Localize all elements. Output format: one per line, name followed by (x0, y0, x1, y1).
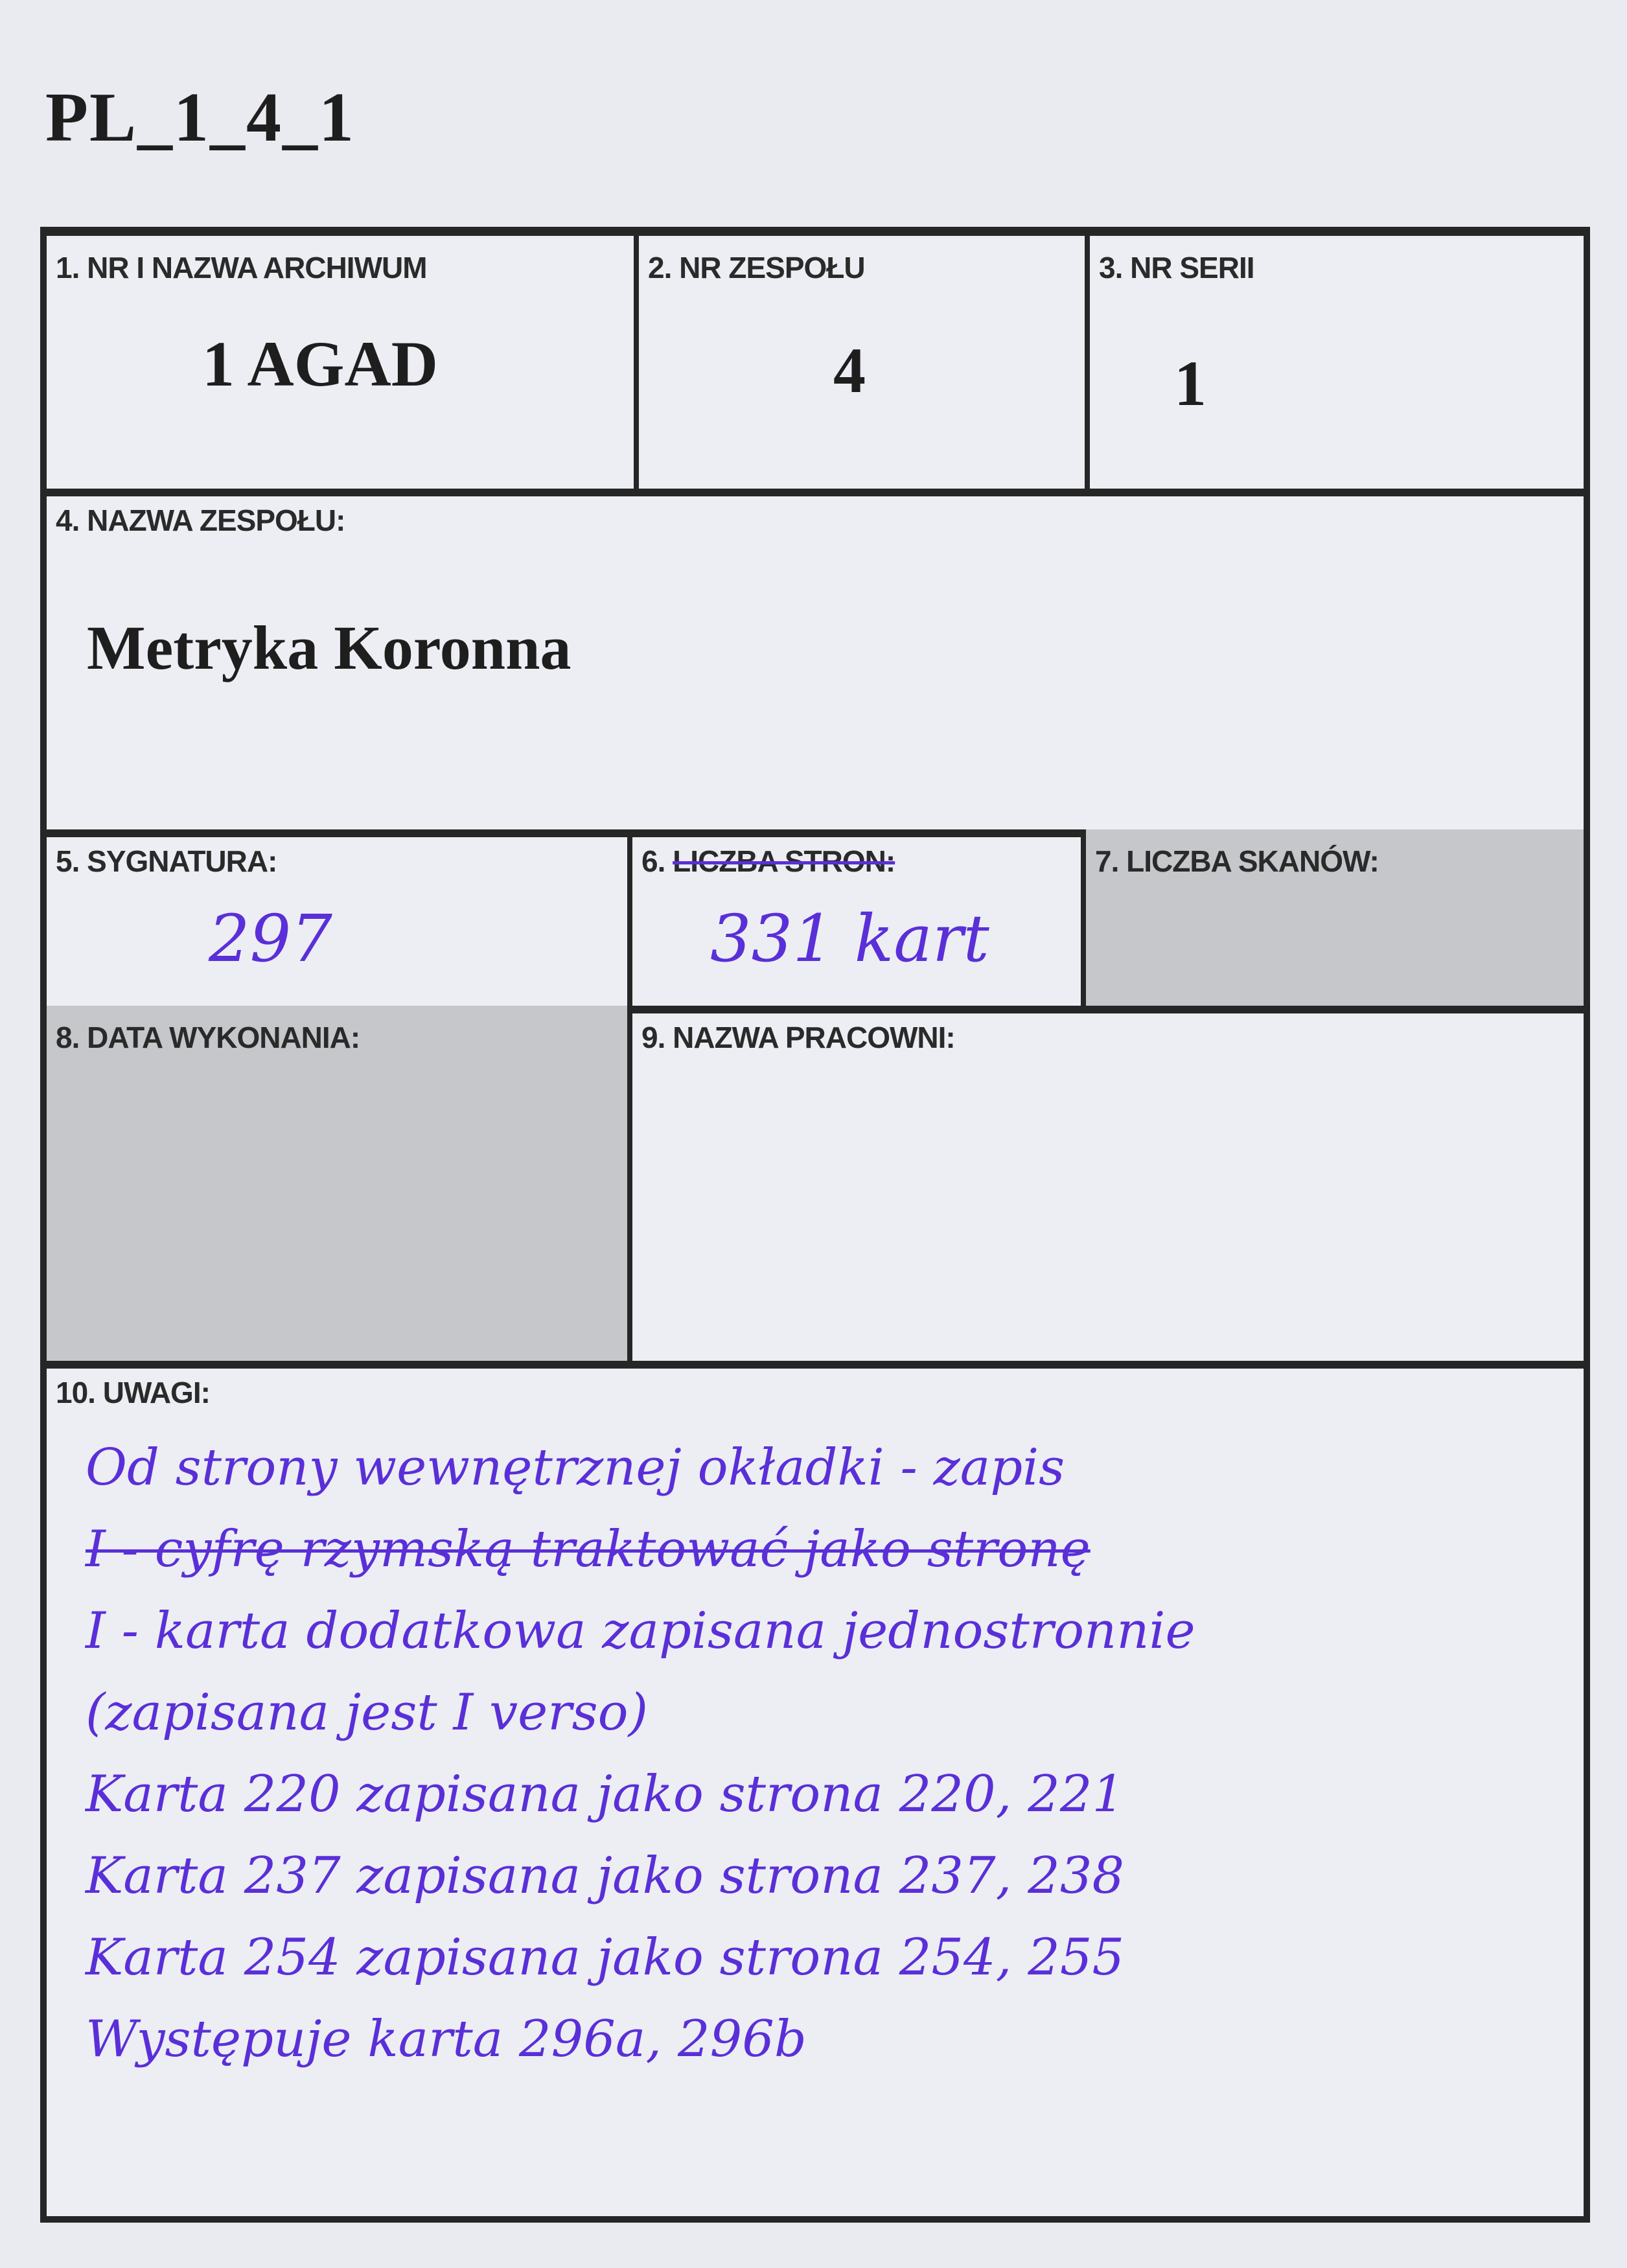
field-archive-label: 1. NR I NAZWA ARCHIWUM (56, 251, 427, 284)
note-line: I - karta dodatkowa zapisana jednostronnie (86, 1602, 1195, 1660)
note-line: Od strony wewnętrznej okładki - zapis (86, 1439, 1065, 1497)
field-signature-value: 297 (209, 901, 332, 977)
notes-list (86, 1432, 1558, 2085)
field-page-count-struck-label: LICZBA STRON: (673, 844, 895, 878)
form-row-1 (47, 236, 1584, 496)
field-archive-value: 1 AGAD (202, 328, 438, 400)
field-page-count-label (641, 844, 895, 879)
field-page-count-number: 6. (641, 844, 665, 878)
field-notes-label: 10. UWAGI: (56, 1376, 210, 1409)
field-fonds-number (634, 236, 1085, 489)
note-line: Karta 220 zapisana jako strona 220, 221 (86, 1765, 1125, 1823)
form-row-3 (47, 829, 1584, 1013)
field-fonds-number-label: 2. NR ZESPOŁU (648, 251, 865, 284)
form-row-2 (47, 489, 1584, 837)
field-workshop (627, 1006, 1584, 1361)
field-page-count (627, 829, 1081, 1006)
form-row-5 (47, 1361, 1584, 2216)
field-fonds-name (47, 489, 1584, 829)
field-series-number-value: 1 (1174, 347, 1206, 419)
form-row-4 (47, 1006, 1584, 1369)
field-scan-count-label: 7. LICZBA SKANÓW: (1095, 844, 1379, 878)
field-workshop-label: 9. NAZWA PRACOWNI: (641, 1021, 955, 1054)
field-series-number-label: 3. NR SERII (1099, 251, 1254, 284)
field-date (47, 1006, 627, 1361)
note-line-struck: I - cyfrę rzymską traktować jako stronę (86, 1520, 1090, 1579)
field-notes (47, 1361, 1584, 2216)
field-signature (47, 829, 627, 1006)
note-line: Karta 237 zapisana jako strona 237, 238 (86, 1847, 1125, 1905)
note-line: (zapisana jest I verso) (86, 1684, 649, 1742)
field-date-label: 8. DATA WYKONANIA: (56, 1021, 360, 1054)
document-id: PL_1_4_1 (45, 79, 356, 156)
field-fonds-name-value: Metryka Koronna (87, 613, 571, 682)
field-page-count-value: 331 kart (710, 901, 989, 977)
field-fonds-name-label: 4. NAZWA ZESPOŁU: (56, 503, 345, 537)
field-signature-label: 5. SYGNATURA: (56, 844, 277, 878)
field-series-number (1085, 236, 1584, 489)
field-archive (47, 236, 634, 489)
field-scan-count (1081, 829, 1584, 1006)
note-line: Występuje karta 296a, 296b (86, 2010, 807, 2068)
note-line: Karta 254 zapisana jako strona 254, 255 (86, 1928, 1125, 1987)
archive-form (40, 227, 1590, 2223)
field-fonds-number-value: 4 (833, 334, 866, 406)
